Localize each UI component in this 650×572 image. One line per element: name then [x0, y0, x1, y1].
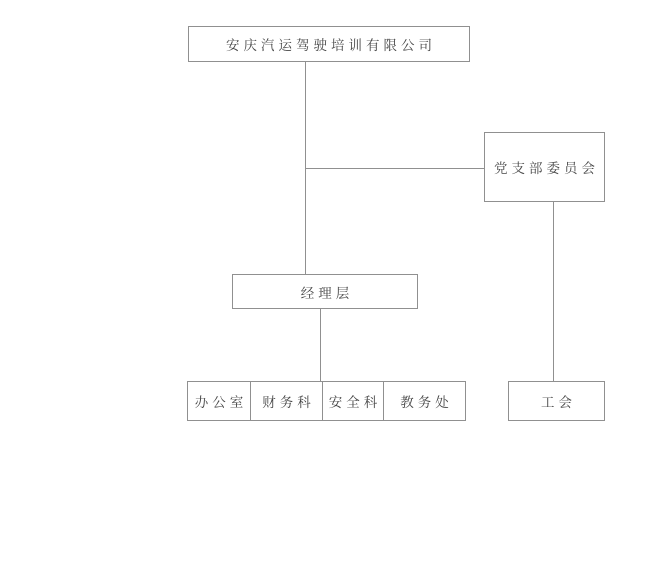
node-dept-academic-label: 教务处 [400, 395, 453, 410]
connector-party-committee-to-union [553, 202, 554, 381]
node-union-label: 工会 [541, 395, 576, 410]
node-dept-office-label: 办公室 [194, 395, 248, 410]
node-union [508, 381, 605, 421]
node-dept-finance [250, 381, 323, 421]
node-company [188, 26, 470, 62]
node-dept-safety [322, 381, 384, 421]
node-dept-office [187, 381, 251, 421]
node-dept-safety-label: 安全科 [328, 395, 382, 410]
node-dept-finance-label: 财务科 [262, 395, 315, 410]
node-dept-academic [383, 381, 466, 421]
node-management-label: 经理层 [300, 285, 354, 301]
connector-management-to-departments [320, 309, 321, 381]
node-company-label: 安庆汽运驾驶培训有限公司 [226, 38, 436, 53]
connector-branch-to-party-committee [305, 168, 484, 169]
node-management [232, 274, 418, 309]
node-party-committee-label: 党支部委员会 [494, 161, 599, 176]
node-party-committee [484, 132, 605, 202]
